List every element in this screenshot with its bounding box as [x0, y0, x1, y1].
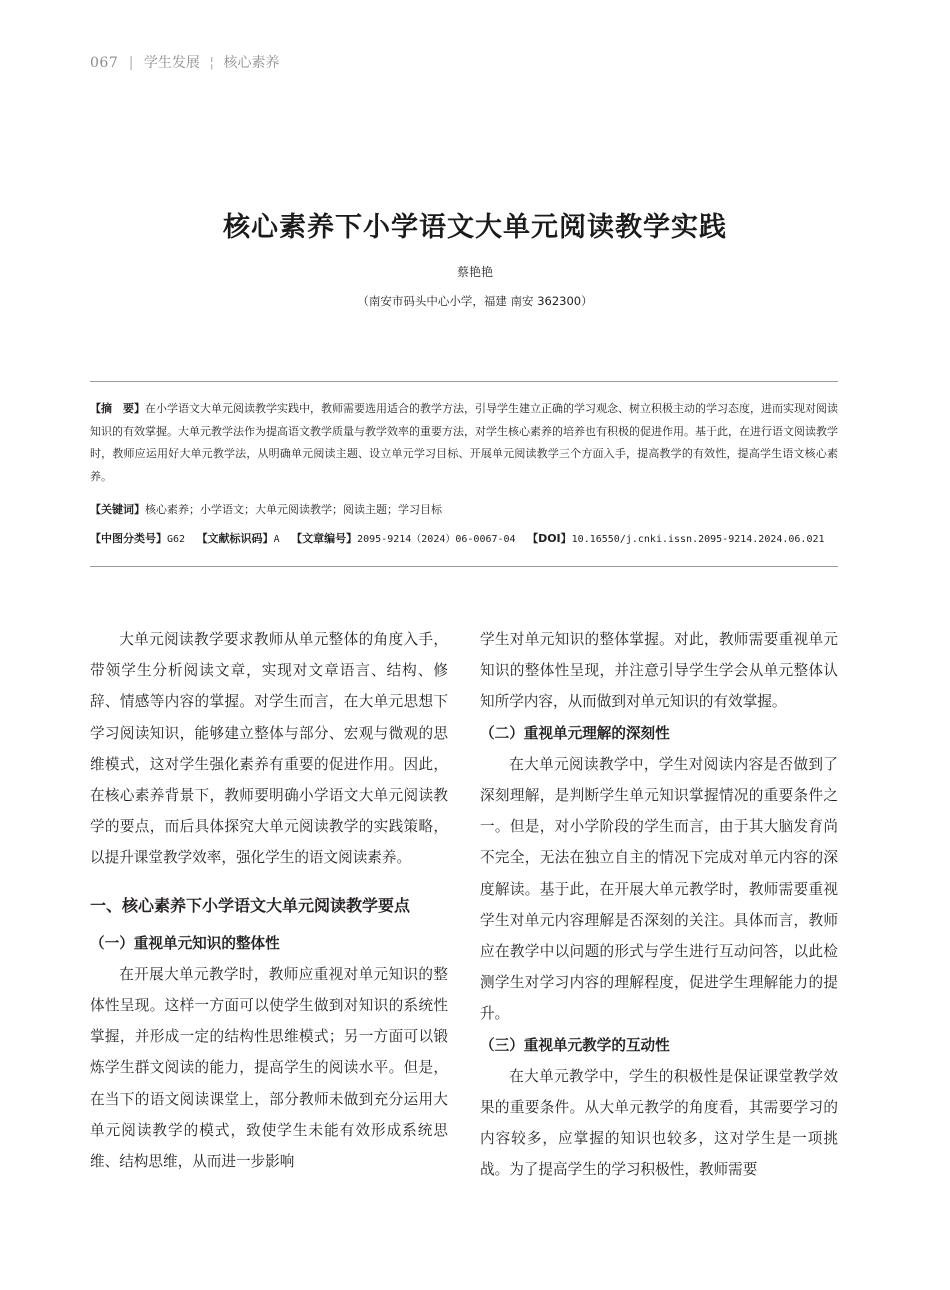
keywords-text: 核心素养；小学语文；大单元阅读教学；阅读主题；学习目标: [145, 503, 442, 516]
running-head-separator: |: [128, 55, 134, 71]
running-head-column: 核心素养: [223, 55, 280, 71]
abstract: [90, 398, 838, 488]
running-head-divider: ¦: [209, 55, 215, 71]
subsection-3-paragraph: 在大单元教学中，学生的积极性是保证课堂教学效果的重要条件。从大单元教学的角度看，其需要学习的内容较多，应掌握的知识也较多，这对学生是一项挑战。为了提高学生的学习积极性，教师需要: [480, 1067, 838, 1179]
abstract-text: 在小学语文大单元阅读教学实践中，教师需要选用适合的教学方法，引导学生建立正确的学习观念、树立积极主动的学习态度，进而实现对阅读知识的有效掌握。大单元教学法作为提高语文教学质量与教学效率的重要方法，对学生核心素养的培养也有积极的促进作用。基于此，在进行语文阅读教学时，教师应运用好大单元教学法，从明确单元阅读主题、设立单元学习目标、开展单元阅读教学三个方面入手，提高教学的有效性，提高学生语文核心素养。: [90, 402, 838, 483]
abstract-bottom-rule: [90, 566, 838, 567]
article-author: 蔡艳艳: [456, 265, 493, 279]
clc-label: 【中图分类号】: [90, 532, 167, 545]
section-heading-1: 一、核心素养下小学语文大单元阅读教学要点: [90, 895, 411, 915]
doc-code-label: 【文献标识码】: [196, 532, 274, 545]
abstract-top-rule: [90, 381, 838, 382]
page-number: 067: [90, 55, 119, 71]
doi-label: 【DOI】: [527, 532, 572, 545]
author-affiliation: （南安市码头中心小学，福建 南安 362300）: [357, 294, 593, 308]
intro-paragraph: 大单元阅读教学要求教师从单元整体的角度入手，带领学生分析阅读文章，实现对文章语言、结构、修辞、情感等内容的掌握。对学生而言，在大单元思想下学习阅读知识，能够建立整体与部分、宏观与微观的思维模式，这对学生强化素养有重要的促进作用。因此，在核心素养背景下，教师要明确小学语文大单元阅读教学的要点，而后具体探究大单元阅读教学的实践策略，以提升课堂教学效率，强化学生的语文阅读素养。: [90, 631, 448, 867]
article-number-value: 2095-9214（2024）06-0067-04: [357, 534, 516, 545]
subsection-heading-3: （三）重视单元教学的互动性: [480, 1036, 670, 1054]
doi-value: 10.16550/j.cnki.issn.2095-9214.2024.06.021: [571, 534, 825, 545]
subsection-1-paragraph: 在开展大单元教学时，教师应重视对单元知识的整体性呈现。这样一方面可以使学生做到对知识的系统性掌握，并形成一定的结构性思维模式；另一方面可以锻炼学生群文阅读的能力，提高学生的阅读水平。但是，在当下的语文阅读课堂上，部分教师未做到充分运用大单元阅读教学的模式，致使学生未能有效形成系统思维、结构思维，从而进一步影响: [90, 965, 448, 1171]
running-head-section: 学生发展: [143, 55, 200, 71]
article-title: 核心素养下小学语文大单元阅读教学实践: [223, 212, 727, 243]
subsection-heading-1: （一）重视单元知识的整体性: [90, 934, 280, 952]
running-head: [90, 52, 279, 72]
doc-code-value: A: [273, 534, 280, 545]
abstract-label: 【摘 要】: [90, 402, 145, 415]
clc-value: G62: [167, 534, 186, 545]
subsection-2-paragraph: 在大单元阅读教学中，学生对阅读内容是否做到了深刻理解，是判断学生单元知识掌握情况的重要条件之一。但是，对小学阶段的学生而言，由于其大脑发育尚不完全，无法在独立自主的情况下完成对单元内容的深度解读。基于此，在开展大单元教学时，教师需要重视学生对单元内容理解是否深刻的关注。具体而言，教师应在教学中以问题的形式与学生进行互动问答，以此检测学生对学习内容的理解程度，促进学生理解能力的提升。: [480, 755, 838, 1023]
keywords: [90, 501, 838, 519]
subsection-heading-2: （二）重视单元理解的深刻性: [480, 724, 670, 742]
body-left-column: [90, 624, 448, 1177]
subsection-1-continued: 学生对单元知识的整体掌握。对此，教师需要重视单元知识的整体性呈现，并注意引导学生学会从单元整体认知所学内容，从而做到对单元知识的有效掌握。: [480, 631, 838, 711]
keywords-label: 【关键词】: [90, 503, 145, 516]
body-right-column: [480, 624, 838, 1186]
article-number-label: 【文章编号】: [291, 532, 358, 545]
classification-line: [90, 530, 838, 549]
